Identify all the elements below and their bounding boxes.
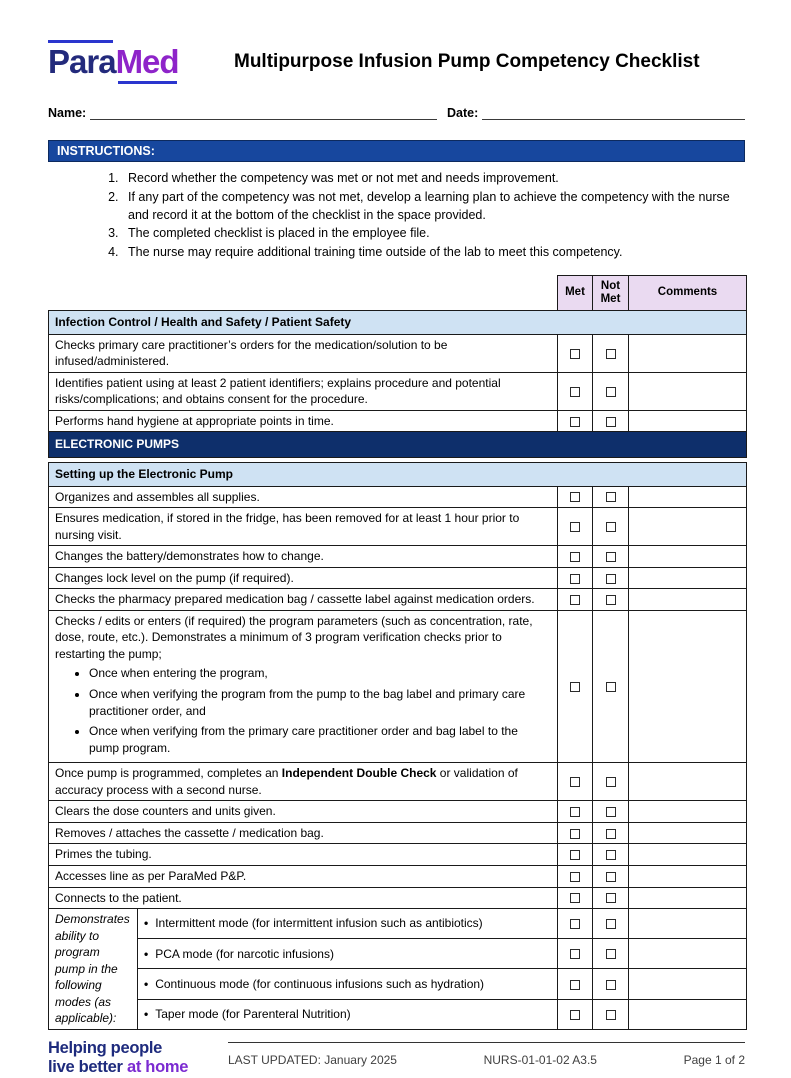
- not-met-cell: [593, 763, 629, 801]
- met-cell: [558, 486, 593, 508]
- comments-cell[interactable]: [629, 887, 747, 909]
- met-checkbox[interactable]: [570, 595, 580, 605]
- date-label: Date:: [447, 106, 479, 120]
- not-met-cell: [593, 844, 629, 866]
- met-cell: [558, 334, 593, 372]
- not-met-cell: [593, 372, 629, 410]
- comments-cell[interactable]: [629, 589, 747, 611]
- comments-cell[interactable]: [629, 372, 747, 410]
- page-number: Page 1 of 2: [683, 1052, 745, 1067]
- not-met-checkbox[interactable]: [606, 522, 616, 532]
- not-met-cell: [593, 909, 629, 939]
- table-row: [49, 546, 747, 568]
- mode-item-cell: [138, 999, 558, 1029]
- not-met-checkbox[interactable]: [606, 850, 616, 860]
- not-met-checkbox[interactable]: [606, 1010, 616, 1020]
- comments-cell[interactable]: [629, 334, 747, 372]
- competency-table: [48, 275, 747, 1030]
- section-infection-control: Infection Control / Health and Safety / Patient Safety: [49, 311, 747, 335]
- competency-text: Changes lock level on the pump (if required).: [49, 567, 558, 589]
- idc-bold-text: Independent Double Check: [281, 766, 437, 781]
- met-checkbox[interactable]: [570, 387, 580, 397]
- competency-text-idc: [49, 763, 558, 801]
- table-row-mode: [49, 969, 747, 999]
- mode-text: Intermittent mode (for intermittent infusion such as antibiotics): [155, 916, 483, 931]
- mode-text: PCA mode (for narcotic infusions): [155, 946, 334, 961]
- table-row: [49, 486, 747, 508]
- met-checkbox[interactable]: [570, 777, 580, 787]
- met-checkbox[interactable]: [570, 682, 580, 692]
- table-row-mode: [49, 939, 747, 969]
- logo-text-para: Para: [48, 43, 116, 80]
- met-cell: [558, 887, 593, 909]
- not-met-cell: [593, 801, 629, 823]
- table-row: [49, 410, 747, 432]
- table-row: [49, 801, 747, 823]
- page-title: Multipurpose Infusion Pump Competency Checklist: [234, 51, 700, 72]
- table-row: [49, 334, 747, 372]
- competency-text: Changes the battery/demonstrates how to change.: [49, 546, 558, 568]
- competency-text: Performs hand hygiene at appropriate points in time.: [49, 410, 558, 432]
- comments-cell[interactable]: [629, 410, 747, 432]
- table-row: [49, 372, 747, 410]
- met-cell: [558, 546, 593, 568]
- not-met-cell: [593, 999, 629, 1029]
- comments-cell[interactable]: [629, 610, 747, 762]
- mode-item-cell: [138, 909, 558, 939]
- section-header-row: [49, 432, 747, 458]
- tagline-line2: [48, 1058, 216, 1077]
- met-column-header: Met: [558, 275, 593, 310]
- page-header: [48, 0, 745, 84]
- name-input-line[interactable]: [90, 104, 437, 120]
- not-met-cell: [593, 546, 629, 568]
- met-cell: [558, 567, 593, 589]
- met-checkbox[interactable]: [570, 872, 580, 882]
- bullet-icon: [144, 1007, 155, 1021]
- comments-cell[interactable]: [629, 969, 747, 999]
- not-met-checkbox[interactable]: [606, 574, 616, 584]
- competency-text: Checks primary care practitioner’s orders for the medication/solution to be infused/administered.: [49, 334, 558, 372]
- met-cell: [558, 939, 593, 969]
- table-row-mode: [49, 909, 747, 939]
- not-met-cell: [593, 567, 629, 589]
- instruction-item: 1. Record whether the competency was met or not met and needs improvement.: [122, 170, 745, 188]
- program-checks-intro: Checks / edits or enters (if required) the program parameters (such as concentration, rate, dose, route, etc.). Demonstrates a minimum of 3 program verification checks prior to restarting the pump;: [55, 613, 533, 661]
- idc-pre-text: Once pump is programmed, completes an: [55, 766, 282, 781]
- comments-cell[interactable]: [629, 567, 747, 589]
- not-met-checkbox[interactable]: [606, 872, 616, 882]
- logo-text-med: Med: [115, 43, 179, 80]
- competency-text: Primes the tubing.: [49, 844, 558, 866]
- instructions-list: [48, 170, 745, 262]
- paramed-logo: [48, 40, 179, 84]
- competency-text: Connects to the patient.: [49, 887, 558, 909]
- not-met-cell: [593, 334, 629, 372]
- mode-text: Taper mode (for Parenteral Nutrition): [155, 1006, 351, 1021]
- idc-post-text: or validation of accuracy process with a second nurse.: [55, 766, 518, 797]
- document-id: NURS-01-01-02 A3.5: [483, 1052, 597, 1067]
- table-row: [49, 589, 747, 611]
- table-row: [49, 865, 747, 887]
- not-met-checkbox[interactable]: [606, 595, 616, 605]
- met-cell: [558, 999, 593, 1029]
- competency-text: Accesses line as per ParaMed P&P.: [49, 865, 558, 887]
- name-label: Name:: [48, 106, 87, 120]
- column-header-row: [49, 275, 747, 310]
- met-checkbox[interactable]: [570, 919, 580, 929]
- not-met-cell: [593, 822, 629, 844]
- section-electronic-pumps: ELECTRONIC PUMPS: [49, 432, 747, 458]
- footer-info-bar: [228, 1042, 745, 1067]
- instructions-header: INSTRUCTIONS:: [48, 140, 745, 162]
- met-checkbox[interactable]: [570, 349, 580, 359]
- not-met-cell: [593, 939, 629, 969]
- mode-text: Continuous mode (for continuous infusions such as hydration): [155, 976, 485, 991]
- met-checkbox[interactable]: [570, 1010, 580, 1020]
- met-cell: [558, 844, 593, 866]
- not-met-checkbox[interactable]: [606, 492, 616, 502]
- instruction-item: 3. The completed checklist is placed in the employee file.: [122, 225, 745, 243]
- not-met-checkbox[interactable]: [606, 980, 616, 990]
- met-cell: [558, 801, 593, 823]
- table-row: [49, 822, 747, 844]
- met-checkbox[interactable]: [570, 893, 580, 903]
- met-cell: [558, 822, 593, 844]
- not-met-checkbox[interactable]: [606, 349, 616, 359]
- met-checkbox[interactable]: [570, 492, 580, 502]
- tagline: [48, 1039, 216, 1078]
- competency-text-program-checks: [49, 610, 558, 762]
- met-checkbox[interactable]: [570, 417, 580, 427]
- comments-cell[interactable]: [629, 844, 747, 866]
- date-input-line[interactable]: [482, 104, 745, 120]
- not-met-cell: [593, 865, 629, 887]
- not-met-cell: [593, 969, 629, 999]
- competency-text: Checks the pharmacy prepared medication bag / cassette label against medication orders.: [49, 589, 558, 611]
- competency-text: Clears the dose counters and units given.: [49, 801, 558, 823]
- comments-cell[interactable]: [629, 822, 747, 844]
- tagline-line1: Helping people: [48, 1038, 163, 1057]
- table-row-mode: [49, 999, 747, 1029]
- not-met-checkbox[interactable]: [606, 807, 616, 817]
- comments-cell[interactable]: [629, 508, 747, 546]
- met-checkbox[interactable]: [570, 850, 580, 860]
- not-met-checkbox[interactable]: [606, 777, 616, 787]
- not-met-cell: [593, 887, 629, 909]
- table-row: [49, 763, 747, 801]
- mode-item-cell: [138, 969, 558, 999]
- met-checkbox[interactable]: [570, 949, 580, 959]
- tagline-line2-lead: live better: [48, 1058, 127, 1077]
- comments-cell[interactable]: [629, 865, 747, 887]
- logo-bottom-line: [118, 81, 177, 84]
- last-updated-text: LAST UPDATED: January 2025: [228, 1052, 397, 1067]
- met-cell: [558, 589, 593, 611]
- section-setting-up: Setting up the Electronic Pump: [49, 463, 747, 487]
- not-met-cell: [593, 508, 629, 546]
- not-met-cell: [593, 610, 629, 762]
- comments-cell[interactable]: [629, 763, 747, 801]
- not-met-checkbox[interactable]: [606, 893, 616, 903]
- bullet-icon: [144, 977, 155, 991]
- competency-text: Identifies patient using at least 2 patient identifiers; explains procedure and potential risks/complications; and obtains consent for the procedure.: [49, 372, 558, 410]
- comments-cell[interactable]: [629, 546, 747, 568]
- met-cell: [558, 508, 593, 546]
- not-met-checkbox[interactable]: [606, 387, 616, 397]
- comments-cell[interactable]: [629, 486, 747, 508]
- instruction-item: 4. The nurse may require additional training time outside of the lab to meet this competency.: [122, 244, 745, 262]
- not-met-cell: [593, 486, 629, 508]
- not-met-checkbox[interactable]: [606, 417, 616, 427]
- program-check-item: • Once when verifying from the primary care practitioner order and bag label to the pump program.: [89, 723, 551, 756]
- tagline-line2-accent: at home: [126, 1058, 189, 1077]
- name-date-row: [48, 104, 745, 120]
- met-checkbox[interactable]: [570, 574, 580, 584]
- section-header-row: [49, 463, 747, 487]
- met-cell: [558, 610, 593, 762]
- met-cell: [558, 969, 593, 999]
- mode-item-cell: [138, 939, 558, 969]
- not-met-checkbox[interactable]: [606, 919, 616, 929]
- modes-group-label: Demonstrates ability to program pump in the following modes (as applicable):: [49, 909, 138, 1030]
- logo-top-line: [48, 40, 113, 43]
- met-checkbox[interactable]: [570, 552, 580, 562]
- met-cell: [558, 763, 593, 801]
- table-row: [49, 610, 747, 762]
- table-row: [49, 508, 747, 546]
- program-check-item: • Once when verifying the program from the pump to the bag label and primary care practitioner order, and: [89, 686, 551, 719]
- comments-cell[interactable]: [629, 909, 747, 939]
- program-checks-list: [55, 665, 551, 756]
- met-checkbox[interactable]: [570, 522, 580, 532]
- not-met-checkbox[interactable]: [606, 829, 616, 839]
- instruction-item: 2. If any part of the competency was not met, develop a learning plan to achieve the competency with the nurse and record it at the bottom of the checklist in the space provided.: [122, 189, 745, 225]
- comments-cell[interactable]: [629, 801, 747, 823]
- comments-cell[interactable]: [629, 999, 747, 1029]
- not-met-cell: [593, 589, 629, 611]
- competency-text: Ensures medication, if stored in the fridge, has been removed for at least 1 hour prior to nursing visit.: [49, 508, 558, 546]
- header-blank-cell: [49, 275, 558, 310]
- met-checkbox[interactable]: [570, 807, 580, 817]
- met-cell: [558, 865, 593, 887]
- table-row: [49, 567, 747, 589]
- met-cell: [558, 410, 593, 432]
- not-met-cell: [593, 410, 629, 432]
- met-checkbox[interactable]: [570, 980, 580, 990]
- bullet-icon: [144, 947, 155, 961]
- not-met-checkbox[interactable]: [606, 682, 616, 692]
- comments-column-header: Comments: [629, 275, 747, 310]
- not-met-checkbox[interactable]: [606, 949, 616, 959]
- program-check-item: • Once when entering the program,: [89, 665, 551, 682]
- comments-cell[interactable]: [629, 939, 747, 969]
- met-cell: [558, 372, 593, 410]
- competency-text: Organizes and assembles all supplies.: [49, 486, 558, 508]
- section-header-row: [49, 311, 747, 335]
- met-cell: [558, 909, 593, 939]
- table-row: [49, 887, 747, 909]
- met-checkbox[interactable]: [570, 829, 580, 839]
- bullet-icon: [144, 916, 155, 930]
- not-met-column-header: Not Met: [593, 275, 629, 310]
- not-met-checkbox[interactable]: [606, 552, 616, 562]
- competency-text: Removes / attaches the cassette / medication bag.: [49, 822, 558, 844]
- table-row: [49, 844, 747, 866]
- page-footer: [0, 1039, 791, 1078]
